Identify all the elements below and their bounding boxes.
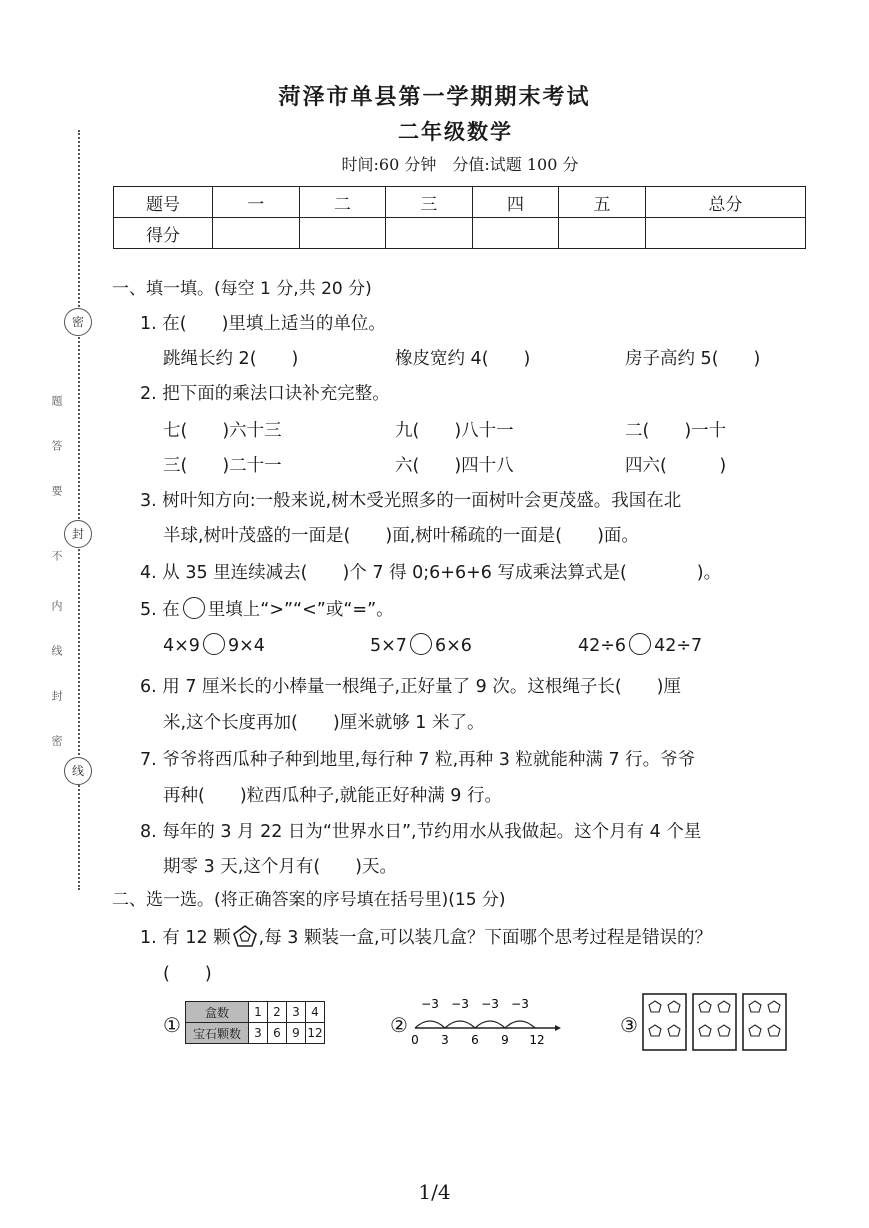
answer-circle[interactable] [203,633,225,655]
seal-xian: 线 [64,757,92,785]
q1-c: 房子高约 5( ) [625,349,761,369]
margin-text: 密 [50,735,63,746]
exam-subtitle: 二年级数学 [398,119,513,144]
gem-icon [718,1025,730,1036]
q2-item: 四六( ) [625,456,727,476]
option1-cell: 12 [306,1023,325,1044]
option1-cell: 2 [268,1002,287,1023]
q5-text-a: 5. 在 [140,600,180,620]
q1-a: 跳绳长约 2( ) [163,349,299,369]
q5-expr-3 [578,633,702,656]
q8-line2: 期零 3 天,这个月有( )天。 [163,857,397,877]
margin-text: 内 [50,600,63,611]
score-input-cell[interactable] [299,218,386,249]
gem-icon [718,1001,730,1012]
jump-arc [445,1021,475,1028]
score-cell: 一 [213,187,300,218]
q2-item: 三( )二十一 [163,456,282,476]
q2-item: 九( )八十一 [395,421,514,441]
score-input-cell[interactable] [645,218,805,249]
q5-instruction [140,596,394,621]
box-outline [643,994,686,1050]
score-cell: 二 [299,187,386,218]
compare-circle-icon [183,597,205,619]
q2-item: 七( )六十三 [163,421,282,441]
score-cell: 三 [386,187,473,218]
seal-mi: 密 [64,308,92,336]
option1-cell: 3 [249,1023,268,1044]
q2-text: 2. 把下面的乘法口诀补充完整。 [140,384,390,404]
tick-label: 3 [441,1033,449,1047]
exam-info: 时间:60 分钟 分值:试题 100 分 [341,155,579,174]
option1-mark: ① [163,1013,181,1037]
margin-text: 题 [50,395,63,406]
option1-cell: 3 [287,1002,306,1023]
gem-icon [649,1001,661,1012]
score-input-cell[interactable] [386,218,473,249]
option1-row-label: 宝石颗数 [186,1023,249,1044]
option3-gem-boxes [642,993,788,1053]
s2-q1-text-b: ,每 3 颗装一盒,可以装几盒？下面哪个思考过程是错误的？ [258,928,713,948]
number-line-arrow [555,1025,561,1031]
q7-line2: 再种( )粒西瓜种子,就能正好种满 9 行。 [163,786,502,806]
gem-icon [232,924,258,948]
q2-item: 二( )一十 [625,421,727,441]
jump-label: −3 [481,997,499,1011]
option1-cell: 1 [249,1002,268,1023]
option1-row [186,1002,325,1023]
gem-icon [699,1025,711,1036]
score-cell: 四 [472,187,559,218]
option1-cell: 4 [306,1002,325,1023]
q1-b: 橡皮宽约 4( ) [395,349,531,369]
jump-label: −3 [511,997,529,1011]
q5-expr-1 [163,633,265,656]
q6-line1: 6. 用 7 厘米长的小棒量一根绳子,正好量了 9 次。这根绳子长( )厘 [140,677,681,697]
score-cell: 题号 [114,187,213,218]
answer-circle[interactable] [629,633,651,655]
gem-icon [668,1025,680,1036]
answer-circle[interactable] [410,633,432,655]
gem-box [643,994,686,1050]
section2-title: 二、选一选。(将正确答案的序号填在括号里)(15 分) [112,890,506,910]
score-cell: 五 [559,187,646,218]
score-table-score-row [114,218,806,249]
gem-icon [668,1001,680,1012]
jump-label: −3 [451,997,469,1011]
expr-left: 4×9 [163,636,200,656]
s2-q1-text [140,924,712,949]
option2-number-line [405,992,565,1048]
q5-text-b: 里填上“>”“<”或“=”。 [207,600,394,620]
q4-text: 4. 从 35 里连续减去( )个 7 得 0;6+6+6 写成乘法算式是( )。 [140,563,722,583]
exam-title: 菏泽市单县第一学期期末考试 [278,84,591,110]
margin-text: 不 [50,550,63,561]
gem-icon [768,1025,780,1036]
s2-q1-answer-paren[interactable]: ( ) [163,964,212,984]
tick-label: 0 [411,1033,419,1047]
gem-icon [649,1025,661,1036]
seal-feng: 封 [64,520,92,548]
page-number: 1/4 [418,1180,451,1204]
jump-label: −3 [421,997,439,1011]
q5-expr-2 [370,633,472,656]
option1-table [185,1001,325,1044]
score-input-cell[interactable] [213,218,300,249]
q2-item: 六( )四十八 [395,456,514,476]
score-cell: 总分 [645,187,805,218]
q6-line2: 米,这个长度再加( )厘米就够 1 米了。 [163,713,485,733]
q8-line1: 8. 每年的 3 月 22 日为“世界水日”,节约用水从我做起。这个月有 4 个星 [140,822,702,842]
expr-left: 42÷6 [578,636,627,656]
jump-arc [415,1021,445,1028]
margin-text: 封 [50,690,63,701]
expr-right: 6×6 [434,636,472,656]
option1-cell: 9 [287,1023,306,1044]
tick-label: 9 [501,1033,509,1047]
margin-text: 要 [50,485,63,496]
s2-q1-text-a: 1. 有 12 颗 [140,928,231,948]
gem-icon [749,1025,761,1036]
gem-icon [768,1001,780,1012]
score-table [113,186,806,249]
option1-row-label: 盒数 [186,1002,249,1023]
q7-line1: 7. 爷爷将西瓜种子种到地里,每行种 7 粒,再种 3 粒就能种满 7 行。爷爷 [140,750,696,770]
margin-text: 答 [50,440,63,451]
option1-row [186,1023,325,1044]
expr-right: 9×4 [227,636,265,656]
option2-mark: ② [390,1013,408,1037]
score-cell: 得分 [114,218,213,249]
tick-label: 12 [529,1033,545,1047]
q1-text: 1. 在( )里填上适当的单位。 [140,314,386,334]
gem-icon [699,1001,711,1012]
option1-cell: 6 [268,1023,287,1044]
box-outline [693,994,736,1050]
margin-text: 线 [50,645,63,656]
jump-arc [505,1021,535,1028]
gem-icon [749,1001,761,1012]
score-input-cell[interactable] [559,218,646,249]
expr-right: 42÷7 [654,636,703,656]
option3-mark: ③ [620,1013,638,1037]
q3-line1: 3. 树叶知方向:一般来说,树木受光照多的一面树叶会更茂盛。我国在北 [140,491,682,511]
expr-left: 5×7 [370,636,407,656]
q3-line2: 半球,树叶茂盛的一面是( )面,树叶稀疏的一面是( )面。 [163,526,639,546]
jump-arc [475,1021,505,1028]
section1-title: 一、填一填。(每空 1 分,共 20 分) [112,279,372,299]
tick-label: 6 [471,1033,479,1047]
score-input-cell[interactable] [472,218,559,249]
score-table-header-row [114,187,806,218]
box-outline [743,994,786,1050]
